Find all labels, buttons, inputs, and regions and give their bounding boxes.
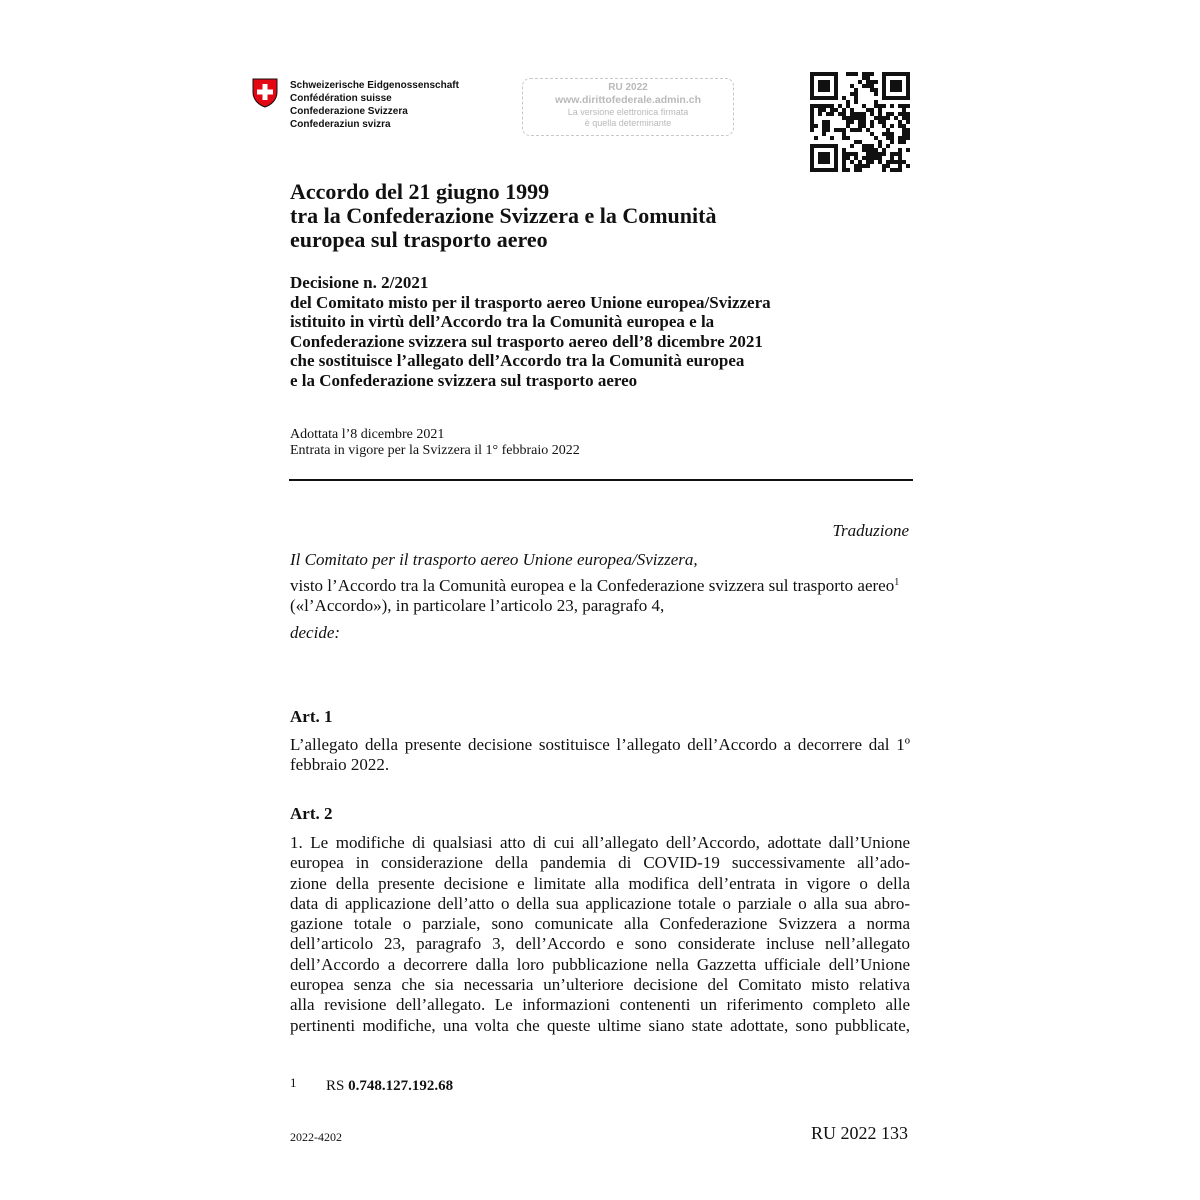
qr-module	[870, 120, 874, 124]
qr-module	[842, 108, 846, 112]
qr-module	[846, 104, 850, 108]
qr-module	[854, 112, 858, 116]
qr-module	[854, 164, 858, 168]
qr-module	[878, 112, 882, 116]
qr-module	[866, 80, 870, 84]
qr-module	[862, 116, 866, 120]
qr-module	[826, 120, 830, 124]
subtitle-line: istituito in virtù dell’Accordo tra la Comunità europea e la	[290, 312, 715, 331]
adopted-date: Adottata l’8 dicembre 2021	[290, 427, 445, 442]
qr-module	[906, 148, 910, 152]
qr-module	[870, 124, 874, 128]
qr-module	[898, 124, 902, 128]
qr-module	[878, 120, 882, 124]
qr-module	[810, 128, 814, 132]
qr-module	[906, 104, 910, 108]
qr-module	[834, 128, 838, 132]
page-reference: RU 2022 133	[810, 1123, 908, 1143]
qr-module	[906, 112, 910, 116]
qr-module	[846, 72, 850, 76]
qr-module	[902, 124, 906, 128]
article-2-line: europea senza che sia necessaria un’ulteriore decisione del Comitato misto relativa	[290, 975, 910, 995]
qr-module	[854, 100, 858, 104]
qr-module	[882, 164, 886, 168]
qr-module	[842, 136, 846, 140]
qr-module	[866, 84, 870, 88]
qr-module	[850, 160, 854, 164]
article-2-line: data di applicazione dell’atto o della sua applicazione totale o parziale o alla sua abro-	[290, 893, 910, 913]
qr-module	[898, 136, 902, 140]
qr-module	[830, 136, 834, 140]
qr-module	[890, 140, 894, 144]
qr-module	[862, 148, 866, 152]
qr-module	[822, 108, 826, 112]
visto-text-cont: («l’Accordo»), in particolare l’articolo 23, paragrafo 4,	[290, 596, 665, 615]
confederation-name-de: Schweizerische Eidgenossenschaft	[290, 80, 459, 91]
qr-module	[874, 92, 878, 96]
qr-module	[882, 168, 886, 172]
qr-module	[858, 116, 862, 120]
qr-module	[818, 152, 830, 164]
qr-module	[854, 168, 858, 172]
qr-module	[846, 168, 850, 172]
qr-module	[874, 152, 878, 156]
qr-module	[882, 116, 886, 120]
qr-module	[894, 168, 898, 172]
qr-module	[846, 124, 850, 128]
qr-module	[890, 160, 894, 164]
qr-module	[870, 84, 874, 88]
qr-module	[862, 120, 866, 124]
article-2-line: 1. Le modifiche di qualsiasi atto di cui all’allegato dell’Accordo, adottate dall’Unione	[290, 833, 910, 852]
qr-module	[850, 72, 854, 76]
swiss-crest-icon	[252, 78, 278, 108]
qr-module	[826, 128, 830, 132]
qr-module	[862, 104, 866, 108]
qr-module	[874, 88, 878, 92]
footnote-ref[interactable]: 1	[894, 577, 900, 588]
qr-module	[870, 148, 874, 152]
qr-module	[822, 120, 826, 124]
qr-module	[862, 112, 866, 116]
stamp-line-2: www.dirittofederale.admin.ch	[554, 94, 702, 106]
qr-module	[826, 104, 830, 108]
confederation-name-rm: Confederaziun svizra	[290, 119, 391, 130]
qr-module	[906, 128, 910, 132]
qr-module	[882, 148, 886, 152]
qr-module	[858, 80, 862, 84]
qr-module	[902, 104, 906, 108]
qr-module	[858, 120, 862, 124]
qr-module	[886, 160, 890, 164]
qr-module	[862, 76, 866, 80]
qr-module	[826, 124, 830, 128]
qr-module	[890, 80, 902, 92]
qr-module	[842, 128, 846, 132]
qr-module	[866, 152, 870, 156]
qr-module	[886, 128, 890, 132]
stamp-line-3: La versione elettronica firmata	[567, 107, 689, 117]
qr-module	[902, 112, 906, 116]
qr-module	[858, 160, 862, 164]
qr-module	[826, 112, 830, 116]
qr-module	[810, 112, 814, 116]
qr-module	[870, 156, 874, 160]
qr-module	[838, 128, 842, 132]
qr-module	[830, 108, 834, 112]
visto-text: visto l’Accordo tra la Comunità europea e la Confederazione svizzera sul trasporto aereo	[290, 576, 895, 595]
qr-module	[870, 160, 874, 164]
visto-paragraph	[290, 576, 910, 616]
qr-module	[846, 156, 850, 160]
qr-module	[870, 112, 874, 116]
qr-module	[842, 160, 846, 164]
qr-module	[878, 160, 882, 164]
qr-module	[870, 152, 874, 156]
qr-module	[854, 92, 858, 96]
qr-module	[842, 168, 846, 172]
qr-module	[850, 128, 854, 132]
qr-module	[810, 108, 814, 112]
qr-module	[858, 128, 862, 132]
qr-module	[846, 136, 850, 140]
qr-module	[814, 104, 818, 108]
qr-module	[854, 88, 858, 92]
qr-module	[838, 104, 842, 108]
article-2-line: gazione totale o parziale, sono comunicate alla Confederazione Svizzera a norma	[290, 914, 910, 934]
qr-module	[898, 104, 902, 108]
qr-module	[894, 116, 898, 120]
qr-module	[878, 108, 882, 112]
qr-module	[890, 168, 894, 172]
article-2-line: europea in considerazione della pandemia di COVID-19 successivamente all’ado-	[290, 853, 910, 873]
official-stamp	[522, 78, 734, 136]
footnote-text	[326, 1078, 453, 1095]
qr-module	[898, 112, 902, 116]
article-2-line: alla revisione dell’allegato. Le informazioni contenenti un riferimento completo alle	[290, 995, 910, 1015]
qr-module	[846, 152, 850, 156]
qr-module	[814, 124, 818, 128]
qr-module	[842, 164, 846, 168]
qr-module	[822, 124, 826, 128]
qr-module	[898, 148, 902, 152]
divider	[289, 479, 913, 481]
qr-module	[890, 156, 894, 160]
qr-module	[866, 72, 870, 76]
qr-module	[850, 152, 854, 156]
qr-module	[878, 152, 882, 156]
qr-module	[818, 104, 822, 108]
title-line: europea sul trasporto aereo	[290, 227, 548, 252]
qr-module	[866, 76, 870, 80]
qr-module	[854, 96, 858, 100]
qr-module	[850, 120, 854, 124]
subtitle-line: del Comitato misto per il trasporto aereo Unione europea/Svizzera	[290, 292, 771, 312]
qr-module	[846, 116, 850, 120]
qr-module	[842, 96, 846, 100]
qr-module	[898, 156, 902, 160]
qr-module	[902, 108, 906, 112]
confederation-name-fr: Confédération suisse	[290, 93, 392, 104]
qr-module	[906, 132, 910, 136]
qr-module	[858, 140, 862, 144]
article-1-heading: Art. 1	[290, 707, 333, 726]
qr-module	[874, 80, 878, 84]
qr-module	[862, 124, 866, 128]
qr-module	[810, 116, 814, 120]
qr-module	[854, 156, 858, 160]
qr-module	[854, 152, 858, 156]
qr-module	[866, 108, 870, 112]
qr-module	[838, 112, 842, 116]
qr-module	[830, 112, 834, 116]
qr-module	[854, 72, 858, 76]
qr-module	[866, 164, 870, 168]
in-force-date: Entrata in vigore per la Svizzera il 1° febbraio 2022	[290, 443, 580, 458]
qr-module	[890, 104, 894, 108]
qr-module	[858, 112, 862, 116]
qr-module	[870, 108, 874, 112]
document-title	[290, 180, 716, 252]
qr-module	[902, 128, 906, 132]
qr-module	[906, 116, 910, 120]
qr-module	[862, 144, 866, 148]
qr-module	[882, 132, 886, 136]
qr-module	[878, 116, 882, 120]
qr-module	[878, 144, 882, 148]
qr-module	[874, 116, 878, 120]
qr-module	[862, 72, 866, 76]
qr-module	[898, 164, 902, 168]
qr-module	[854, 128, 858, 132]
qr-module	[886, 136, 890, 140]
article-2-line: dell’Accordo a decorrere dalla loro pubblicazione nella Gazzetta ufficiale dell’Unione	[290, 954, 910, 974]
qr-module	[842, 112, 846, 116]
committee-intro: Il Comitato per il trasporto aereo Unione europea/Svizzera,	[290, 550, 698, 569]
qr-module	[866, 128, 870, 132]
qr-module	[858, 124, 862, 128]
qr-module	[898, 140, 902, 144]
qr-module	[854, 116, 858, 120]
qr-module	[842, 132, 846, 136]
qr-module	[898, 152, 902, 156]
article-2-line: pertinenti modifiche, una volta che queste ultime siano state adottate, sono pubblicate,	[290, 1015, 910, 1035]
footnote-number: 1	[290, 1075, 297, 1090]
qr-module	[870, 144, 874, 148]
qr-module	[842, 152, 846, 156]
qr-module	[902, 132, 906, 136]
qr-module	[822, 132, 826, 136]
dates-block	[290, 427, 580, 459]
qr-module	[834, 108, 838, 112]
qr-module	[818, 108, 822, 112]
qr-module	[902, 136, 906, 140]
qr-module	[886, 164, 890, 168]
qr-module	[850, 144, 854, 148]
qr-module	[906, 164, 910, 168]
stamp-line-4: è quella determinante	[584, 118, 672, 128]
qr-module	[874, 100, 878, 104]
confederation-name-it: Confederazione Svizzera	[290, 106, 408, 117]
qr-module	[878, 104, 882, 108]
qr-module	[866, 156, 870, 160]
qr-module	[882, 120, 886, 124]
qr-module	[870, 80, 874, 84]
qr-module	[870, 72, 874, 76]
qr-module	[818, 112, 822, 116]
qr-module	[886, 132, 890, 136]
qr-module	[862, 84, 866, 88]
qr-module	[874, 148, 878, 152]
qr-module	[870, 132, 874, 136]
qr-module	[898, 120, 902, 124]
qr-module	[890, 152, 894, 156]
qr-module	[874, 104, 878, 108]
qr-module	[830, 104, 834, 108]
qr-module	[854, 140, 858, 144]
footnote-prefix: RS	[326, 1078, 349, 1094]
qr-module	[898, 168, 902, 172]
qr-module	[810, 104, 814, 108]
qr-module	[866, 144, 870, 148]
title-line: tra la Confederazione Svizzera e la Comunità	[290, 203, 717, 228]
qr-module	[862, 164, 866, 168]
translation-note: Traduzione	[832, 521, 909, 540]
subtitle-line: che sostituisce l’allegato dell’Accordo tra la Comunità europea	[290, 351, 745, 370]
footnote-reference[interactable]: 0.748.127.192.68	[348, 1078, 454, 1094]
title-line: Accordo del 21 giugno 1999	[290, 179, 550, 204]
qr-module	[902, 140, 906, 144]
qr-module	[842, 116, 846, 120]
qr-module	[850, 112, 854, 116]
qr-module	[846, 120, 850, 124]
decide-label: decide:	[290, 623, 341, 642]
article-2-heading: Art. 2	[290, 804, 333, 823]
qr-module	[850, 108, 854, 112]
qr-code-icon	[810, 72, 910, 172]
qr-module	[906, 136, 910, 140]
qr-module	[866, 148, 870, 152]
article-2-line: zione della presente decisione e limitate alla modifica dell’entrata in vigore o della	[290, 873, 910, 893]
qr-module	[882, 124, 886, 128]
qr-module	[822, 104, 826, 108]
confederation-names	[290, 79, 459, 131]
qr-module	[862, 156, 866, 160]
qr-module	[886, 116, 890, 120]
stamp-line-1: RU 2022	[608, 82, 648, 93]
article-2-text	[290, 833, 910, 1036]
qr-module	[886, 144, 890, 148]
qr-module	[822, 128, 826, 132]
qr-module	[866, 160, 870, 164]
qr-module	[870, 88, 874, 92]
subtitle-line: Decisione n. 2/2021	[290, 273, 429, 292]
qr-module	[890, 112, 894, 116]
qr-module	[810, 120, 814, 124]
qr-module	[890, 136, 894, 140]
qr-module	[814, 136, 818, 140]
qr-module	[810, 124, 814, 128]
qr-module	[878, 140, 882, 144]
qr-module	[890, 124, 894, 128]
qr-module	[886, 112, 890, 116]
qr-module	[850, 116, 854, 120]
subtitle-line: e la Confederazione svizzera sul trasporto aereo	[290, 370, 638, 390]
qr-module	[902, 116, 906, 120]
qr-module	[842, 156, 846, 160]
qr-module	[874, 136, 878, 140]
document-number: 2022-4202	[290, 1130, 342, 1144]
qr-module	[858, 164, 862, 168]
qr-module	[842, 148, 846, 152]
article-1-text: L’allegato della presente decisione sostituisce l’allegato dell’Accordo a decorrere dal 1º febbraio 2022.	[290, 735, 910, 774]
qr-module	[850, 84, 854, 88]
qr-module	[894, 160, 898, 164]
decision-title	[290, 273, 771, 390]
qr-module	[882, 152, 886, 156]
qr-module	[850, 92, 854, 96]
qr-module	[894, 152, 898, 156]
qr-module	[818, 80, 830, 92]
article-2-line: dell’articolo 23, paragrafo 3, dell’Accordo e sono considerate incluse nell’allegato	[290, 934, 910, 954]
qr-module	[878, 156, 882, 160]
qr-module	[906, 120, 910, 124]
qr-module	[882, 104, 886, 108]
subtitle-line: Confederazione svizzera sul trasporto aereo dell’8 dicembre 2021	[290, 331, 763, 351]
qr-module	[898, 160, 902, 164]
qr-module	[846, 100, 850, 104]
qr-module	[890, 132, 894, 136]
qr-module	[874, 156, 878, 160]
qr-module	[902, 160, 906, 164]
qr-module	[858, 168, 862, 172]
